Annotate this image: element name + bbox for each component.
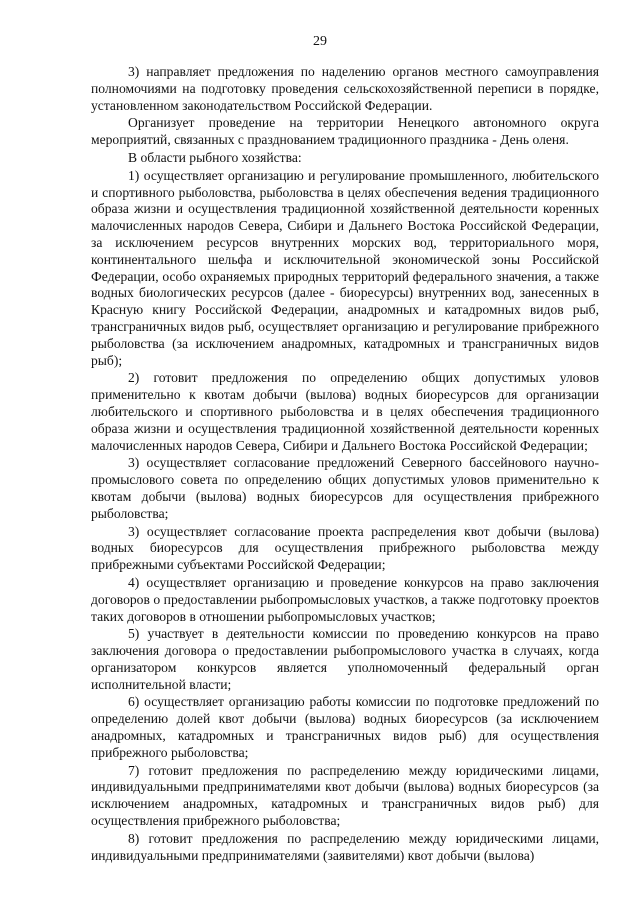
paragraph-fisheries-heading: В области рыбного хозяйства: [128,149,302,165]
paragraph-quota-shares-commission: 6) осуществляет организацию работы комиссии по подготовке предложений по определению долей квот добычи (вылова) водных биоресурсов (за исключением анадромных, катадромных и трансграничных видов рыб) для осуществления прибрежного рыболовства; [91,694,599,760]
paragraph-tender-commission: 5) участвует в деятельности комиссии по проведению конкурсов на право заключения договора о предоставлении рыбопромыслового участка в случаях, когда организатором конкурсов является уполномоченный федеральный орган исполнительной власти; [91,626,599,692]
paragraph-quota-distribution-entities: 7) готовит предложения по распределению между юридическими лицами, индивидуальными предпринимателями квот добычи (вылова) водных биоресурсов (за исключением анадромных, катадромных и трансграничных видов рыб) для осуществления прибрежного рыболовства; [91,762,599,829]
paragraph-agri-census: 3) направляет предложения по наделению органов местного самоуправления полномочиями на подготовку проведения сельскохозяйственной переписи в порядке, установленном законодательством Российской Федерации. [91,64,599,113]
paragraph-quota-distribution-project: 3) осуществляет согласование проекта распределения квот добычи (вылова) водных биоресурсов для осуществления прибрежного рыболовства между прибрежными субъектами Российской Федерации; [91,523,599,573]
page-number: 29 [313,34,327,49]
paragraph-quota-distribution-applicants: 8) готовит предложения по распределению между юридическими лицами, индивидуальными предпринимателями (заявителями) квот добычи (вылова) [91,830,599,863]
paragraph-total-allowable-catch: 2) готовит предложения по определению общих допустимых уловов применительно к квотам добычи (вылова) водных биоресурсов для организации любительского и спортивного рыболовства и в целях обеспечения традиционного образа жизни и осуществления традиционной хозяйственной деятельности коренных малочисленных народов Севера, Сибири и Дальнего Востока Российской Федерации; [91,370,599,453]
paragraph-council-approval: 3) осуществляет согласование предложений Северного бассейнового научно-промыслового совета по определению общих допустимых уловов применительно к квотам добычи (вылова) водных биоресурсов для осуществления прибрежного рыболовства; [91,455,599,521]
document-body [91,64,599,864]
paragraph-tenders: 4) осуществляет организацию и проведение конкурсов на право заключения договоров о предоставлении рыбопромысловых участков, а также подготовку проектов таких договоров в отношении рыбопромысловых участков; [91,574,599,624]
paragraph-fishing-regulation: 1) осуществляет организацию и регулирование промышленного, любительского и спортивного рыболовства, рыболовства в целях обеспечения ведения традиционного образа жизни и осуществления традиционной хозяйственной деятельности коренных малочисленных народов Севера, Сибири и Дальнего Востока Российской Федерации, за исключением ресурсов внутренних морских вод, территориального моря, континентального шельфа и исключительной экономической зоны Российской Федерации, особо охраняемых природных территорий федерального значения, а также водных биологических ресурсов (далее - биоресурсы) внутренних вод, занесенных в Красную книгу Российской Федерации, анадромных и катадромных видов рыб, трансграничных видов рыб, осуществляет организацию и регулирование прибрежного рыболовства (за исключением анадромных, катадромных и трансграничных видов рыб); [91,167,599,368]
paragraph-reindeer-day: Организует проведение на территории Ненецкого автономного округа мероприятий, связанных с празднованием традиционного праздника - День оленя. [91,115,599,148]
